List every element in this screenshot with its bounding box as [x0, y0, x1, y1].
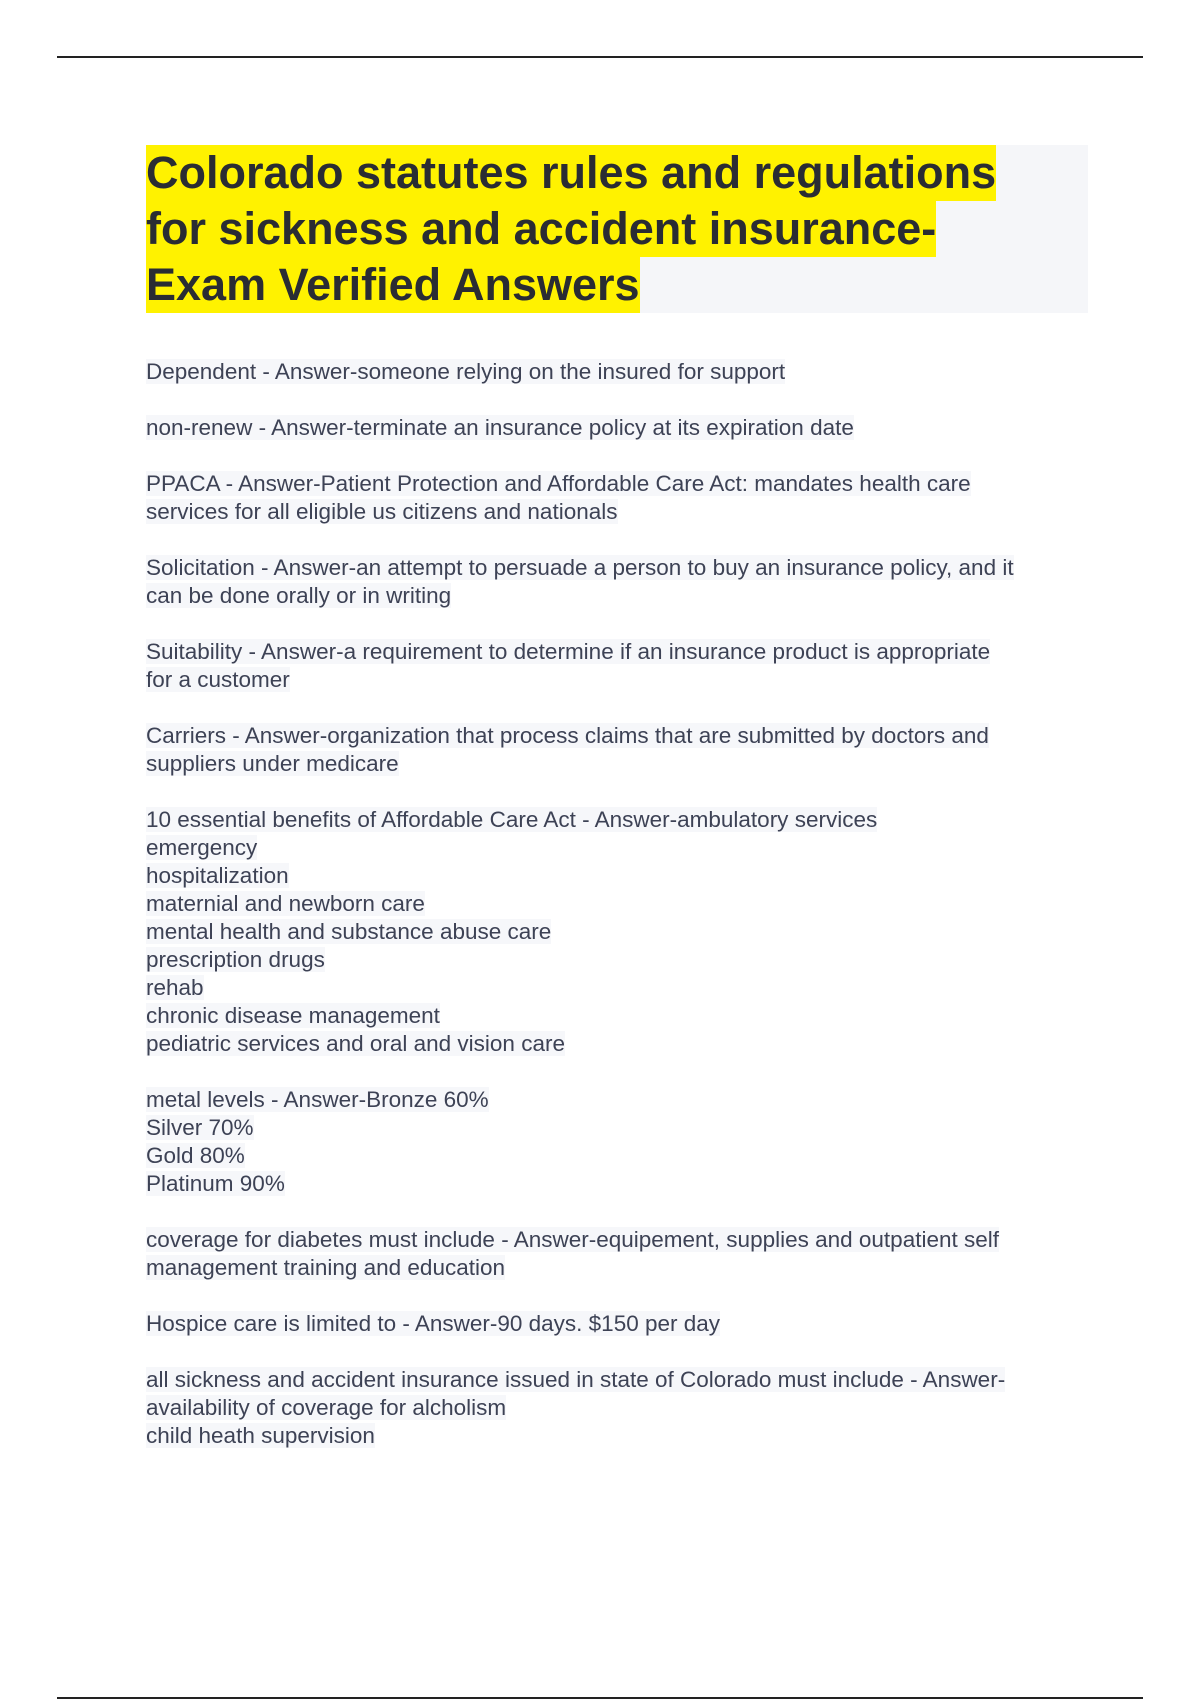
- qa-entry: [146, 1226, 1106, 1282]
- qa-entry-text: Solicitation - Answer-an attempt to persuade a person to buy an insurance policy, and it: [146, 555, 1014, 580]
- qa-entry-line: [146, 1030, 1106, 1058]
- qa-entry-text: child heath supervision: [146, 1423, 375, 1448]
- qa-entry-line: [146, 358, 1106, 386]
- title-block: [146, 145, 1088, 313]
- qa-entry-text: PPACA - Answer-Patient Protection and Affordable Care Act: mandates health care: [146, 471, 971, 496]
- qa-entry-text: for a customer: [146, 667, 290, 692]
- qa-entry-line: [146, 1170, 1106, 1198]
- qa-entry: [146, 1310, 1106, 1338]
- title-line: for sickness and accident insurance-: [146, 201, 936, 257]
- qa-entry-text: all sickness and accident insurance issued in state of Colorado must include - Answer-: [146, 1367, 1006, 1392]
- qa-entry-line: [146, 414, 1106, 442]
- qa-entry-line: [146, 638, 1106, 666]
- document-title: [146, 145, 1088, 313]
- qa-entry-text: Silver 70%: [146, 1115, 254, 1140]
- qa-entry-text: coverage for diabetes must include - Answer-equipement, supplies and outpatient self: [146, 1227, 1000, 1252]
- qa-entry-text: services for all eligible us citizens and nationals: [146, 499, 618, 524]
- title-line: Exam Verified Answers: [146, 257, 640, 313]
- qa-entry-text: pediatric services and oral and vision care: [146, 1031, 565, 1056]
- qa-entry-text: Platinum 90%: [146, 1171, 285, 1196]
- qa-entry-line: [146, 1422, 1106, 1450]
- qa-entry-text: maternial and newborn care: [146, 891, 425, 916]
- bottom-rule: [57, 1697, 1143, 1699]
- qa-entry-text: Hospice care is limited to - Answer-90 days. $150 per day: [146, 1311, 721, 1336]
- title-line: Colorado statutes rules and regulations: [146, 145, 996, 201]
- qa-entry-text: suppliers under medicare: [146, 751, 399, 776]
- qa-entry: [146, 1086, 1106, 1198]
- qa-entry-line: [146, 918, 1106, 946]
- qa-entry: [146, 470, 1106, 526]
- qa-entry-line: [146, 834, 1106, 862]
- qa-entries-list: [146, 358, 1106, 1478]
- qa-entry: [146, 638, 1106, 694]
- qa-entry-text: non-renew - Answer-terminate an insurance policy at its expiration date: [146, 415, 854, 440]
- top-rule: [57, 56, 1143, 58]
- qa-entry-line: [146, 946, 1106, 974]
- qa-entry-line: [146, 1142, 1106, 1170]
- qa-entry-line: [146, 1310, 1106, 1338]
- qa-entry-text: Gold 80%: [146, 1143, 245, 1168]
- qa-entry: [146, 722, 1106, 778]
- qa-entry-line: [146, 1114, 1106, 1142]
- qa-entry-line: [146, 890, 1106, 918]
- qa-entry-text: hospitalization: [146, 863, 289, 888]
- qa-entry-line: [146, 974, 1106, 1002]
- qa-entry-text: prescription drugs: [146, 947, 325, 972]
- qa-entry: [146, 1366, 1106, 1450]
- qa-entry-line: [146, 806, 1106, 834]
- qa-entry-line: [146, 1086, 1106, 1114]
- qa-entry-line: [146, 666, 1106, 694]
- qa-entry-line: [146, 1394, 1106, 1422]
- qa-entry-text: metal levels - Answer-Bronze 60%: [146, 1087, 489, 1112]
- qa-entry-text: emergency: [146, 835, 258, 860]
- qa-entry: [146, 414, 1106, 442]
- qa-entry-line: [146, 554, 1106, 582]
- qa-entry-line: [146, 750, 1106, 778]
- qa-entry: [146, 358, 1106, 386]
- qa-entry-text: management training and education: [146, 1255, 506, 1280]
- qa-entry-text: Carriers - Answer-organization that process claims that are submitted by doctors and: [146, 723, 989, 748]
- qa-entry-text: availability of coverage for alcholism: [146, 1395, 507, 1420]
- qa-entry-text: mental health and substance abuse care: [146, 919, 552, 944]
- qa-entry-line: [146, 470, 1106, 498]
- qa-entry-line: [146, 498, 1106, 526]
- qa-entry-line: [146, 862, 1106, 890]
- qa-entry-text: chronic disease management: [146, 1003, 440, 1028]
- qa-entry-text: rehab: [146, 975, 204, 1000]
- qa-entry-line: [146, 722, 1106, 750]
- qa-entry-line: [146, 1366, 1106, 1394]
- qa-entry: [146, 554, 1106, 610]
- qa-entry-text: 10 essential benefits of Affordable Care Act - Answer-ambulatory services: [146, 807, 878, 832]
- qa-entry-text: Dependent - Answer-someone relying on the insured for support: [146, 359, 786, 384]
- qa-entry-text: Suitability - Answer-a requirement to determine if an insurance product is appropriate: [146, 639, 991, 664]
- qa-entry: [146, 806, 1106, 1058]
- qa-entry-line: [146, 1002, 1106, 1030]
- qa-entry-text: can be done orally or in writing: [146, 583, 452, 608]
- qa-entry-line: [146, 1254, 1106, 1282]
- qa-entry-line: [146, 1226, 1106, 1254]
- qa-entry-line: [146, 582, 1106, 610]
